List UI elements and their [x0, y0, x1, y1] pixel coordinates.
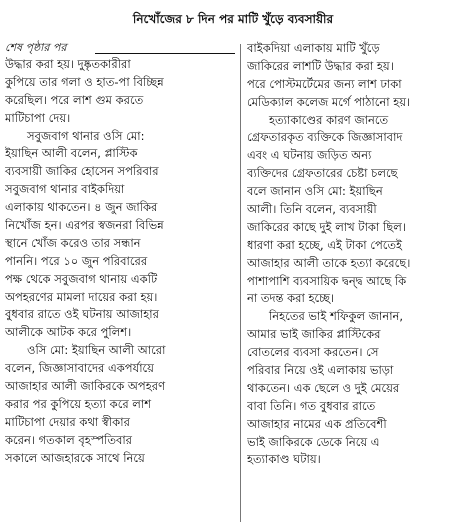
- text-line: মেডিক্যাল কলেজ মর্গে পাঠানো হয়।: [247, 94, 411, 109]
- text-line: বুধবার রাতে ওই ঘটনায় আজাহার: [5, 307, 159, 322]
- text-line: আজাহার আলী জাকিরকে অপহরণ: [5, 379, 166, 394]
- text-line: হত্যাকাণ্ডের কারণ জানতে: [269, 112, 389, 127]
- text-line: পক্ষ থেকে সবুজবাগ থানায় একটি: [5, 271, 158, 286]
- right-column: [247, 40, 464, 469]
- left-column-body: [5, 56, 235, 467]
- text-line: ওসি মো: ইয়াছিন আলী আরো: [27, 343, 166, 358]
- text-line: ইয়াছিন আলী বলেন, প্লাস্টিক: [5, 146, 138, 161]
- text-line: মাটিচাপা দেয়ার কথা স্বীকার: [5, 414, 130, 429]
- text-line: আলী। তিনি বলেন, ব্যবসায়ী: [247, 202, 377, 217]
- text-line: আজাহার আলী তাকে হত্যা করেছে।: [247, 255, 411, 270]
- column-divider: [240, 44, 241, 522]
- text-line: পাশাপাশি ব্যবসায়িক দ্বন্দ্ব আছে কি: [247, 273, 407, 288]
- kicker-rule: [95, 53, 235, 54]
- text-line: পরে পোস্টমর্টেমের জন্য লাশ ঢাকা: [247, 76, 402, 91]
- text-line: করেন। গতকাল বৃহস্পতিবার: [5, 432, 133, 447]
- text-line: পরিবার নিয়ে ওই এলাকায় ভাড়া: [247, 363, 394, 378]
- text-line: সবুজবাগ থানার বাইকদিয়া: [5, 182, 125, 197]
- text-line: আলীকে আটক করে পুলিশ।: [5, 325, 132, 340]
- text-line: করেছিল। পরে লাশ গুম করতে: [5, 92, 144, 107]
- text-line: নিহতের ভাই শফিকুল জানান,: [269, 309, 404, 324]
- text-line: এবং এ ঘটনায় জড়িত অন্য: [247, 148, 372, 163]
- text-line: কুপিয়ে তার গলা ও হাত-পা বিচ্ছিন্ন: [5, 74, 164, 89]
- text-line: সকালে আজহারকে সাথে নিয়ে: [5, 450, 145, 465]
- text-line: হত্যাকাণ্ড ঘটায়।: [247, 452, 321, 467]
- text-line: উদ্ধার করা হয়। দুষ্কৃতকারীরা: [5, 57, 131, 71]
- continuation-kicker: শেষ পৃষ্ঠার পর: [5, 41, 67, 54]
- text-line: আমার ভাই জাকির প্লাস্টিকের: [247, 327, 381, 342]
- left-column: [5, 40, 235, 467]
- text-line: করার পর কুপিয়ে হত্যা করে লাশ: [5, 396, 152, 411]
- text-line: সবুজবাগ থানার ওসি মো:: [27, 128, 145, 143]
- headline: নিখোঁজের ৮ দিন পর মাটি খুঁড়ে ব্যবসায়ীর: [132, 12, 334, 26]
- text-line: স্থানে খোঁজ করেও তার সন্ধান: [5, 235, 141, 250]
- text-line: ব্যক্তিদের গ্রেফতারের চেষ্টা চলছে: [247, 166, 398, 181]
- text-line: এলাকায় থাকতেন। ৪ জুন জাকির: [5, 200, 158, 215]
- text-line: না তদন্ত করা হচ্ছে।: [247, 291, 335, 306]
- text-line: বাইকদিয়া এলাকায় মাটি খুঁড়ে: [247, 41, 380, 55]
- text-line: জাকিরের লাশটি উদ্ধার করা হয়।: [247, 58, 394, 73]
- text-line: মাটিচাপা দেয়।: [5, 110, 71, 125]
- text-line: বাবা তিনি। গত বুধবার রাতে: [247, 398, 376, 413]
- text-line: থাকতেন। এক ছেলে ও দুই মেয়ের: [247, 380, 400, 395]
- text-line: নিখোঁজ হন। এরপর স্বজনরা বিভিন্ন: [5, 218, 164, 233]
- text-line: পাননি। পরে ১০ জুন পরিবারের: [5, 253, 148, 268]
- text-line: ধারণা করা হচ্ছে, এই টাকা পেতেই: [247, 237, 402, 252]
- text-line: বোতলের ব্যবসা করতেন। সে: [247, 345, 379, 360]
- right-column-body: [247, 40, 464, 469]
- text-line: বলেন, জিজ্ঞাসাবাদের একপর্যায়ে: [5, 361, 154, 376]
- text-line: অপহরণের মামলা দায়ের করা হয়।: [5, 289, 158, 304]
- text-line: জাকিরের কাছে দুই লাখ টাকা ছিল।: [247, 219, 406, 234]
- text-line: আজাহার নামের এক প্রতিবেশী: [247, 416, 387, 431]
- text-line: বলে জানান ওসি মো: ইয়াছিন: [247, 184, 383, 199]
- text-line: ব্যবসায়ী জাকির হোসেন সপরিবার: [5, 164, 159, 179]
- text-line: গ্রেফতারকৃত ব্যক্তিকে জিজ্ঞাসাবাদ: [247, 130, 403, 145]
- text-line: ভাই জাকিরকে ডেকে নিয়ে এ: [247, 434, 380, 449]
